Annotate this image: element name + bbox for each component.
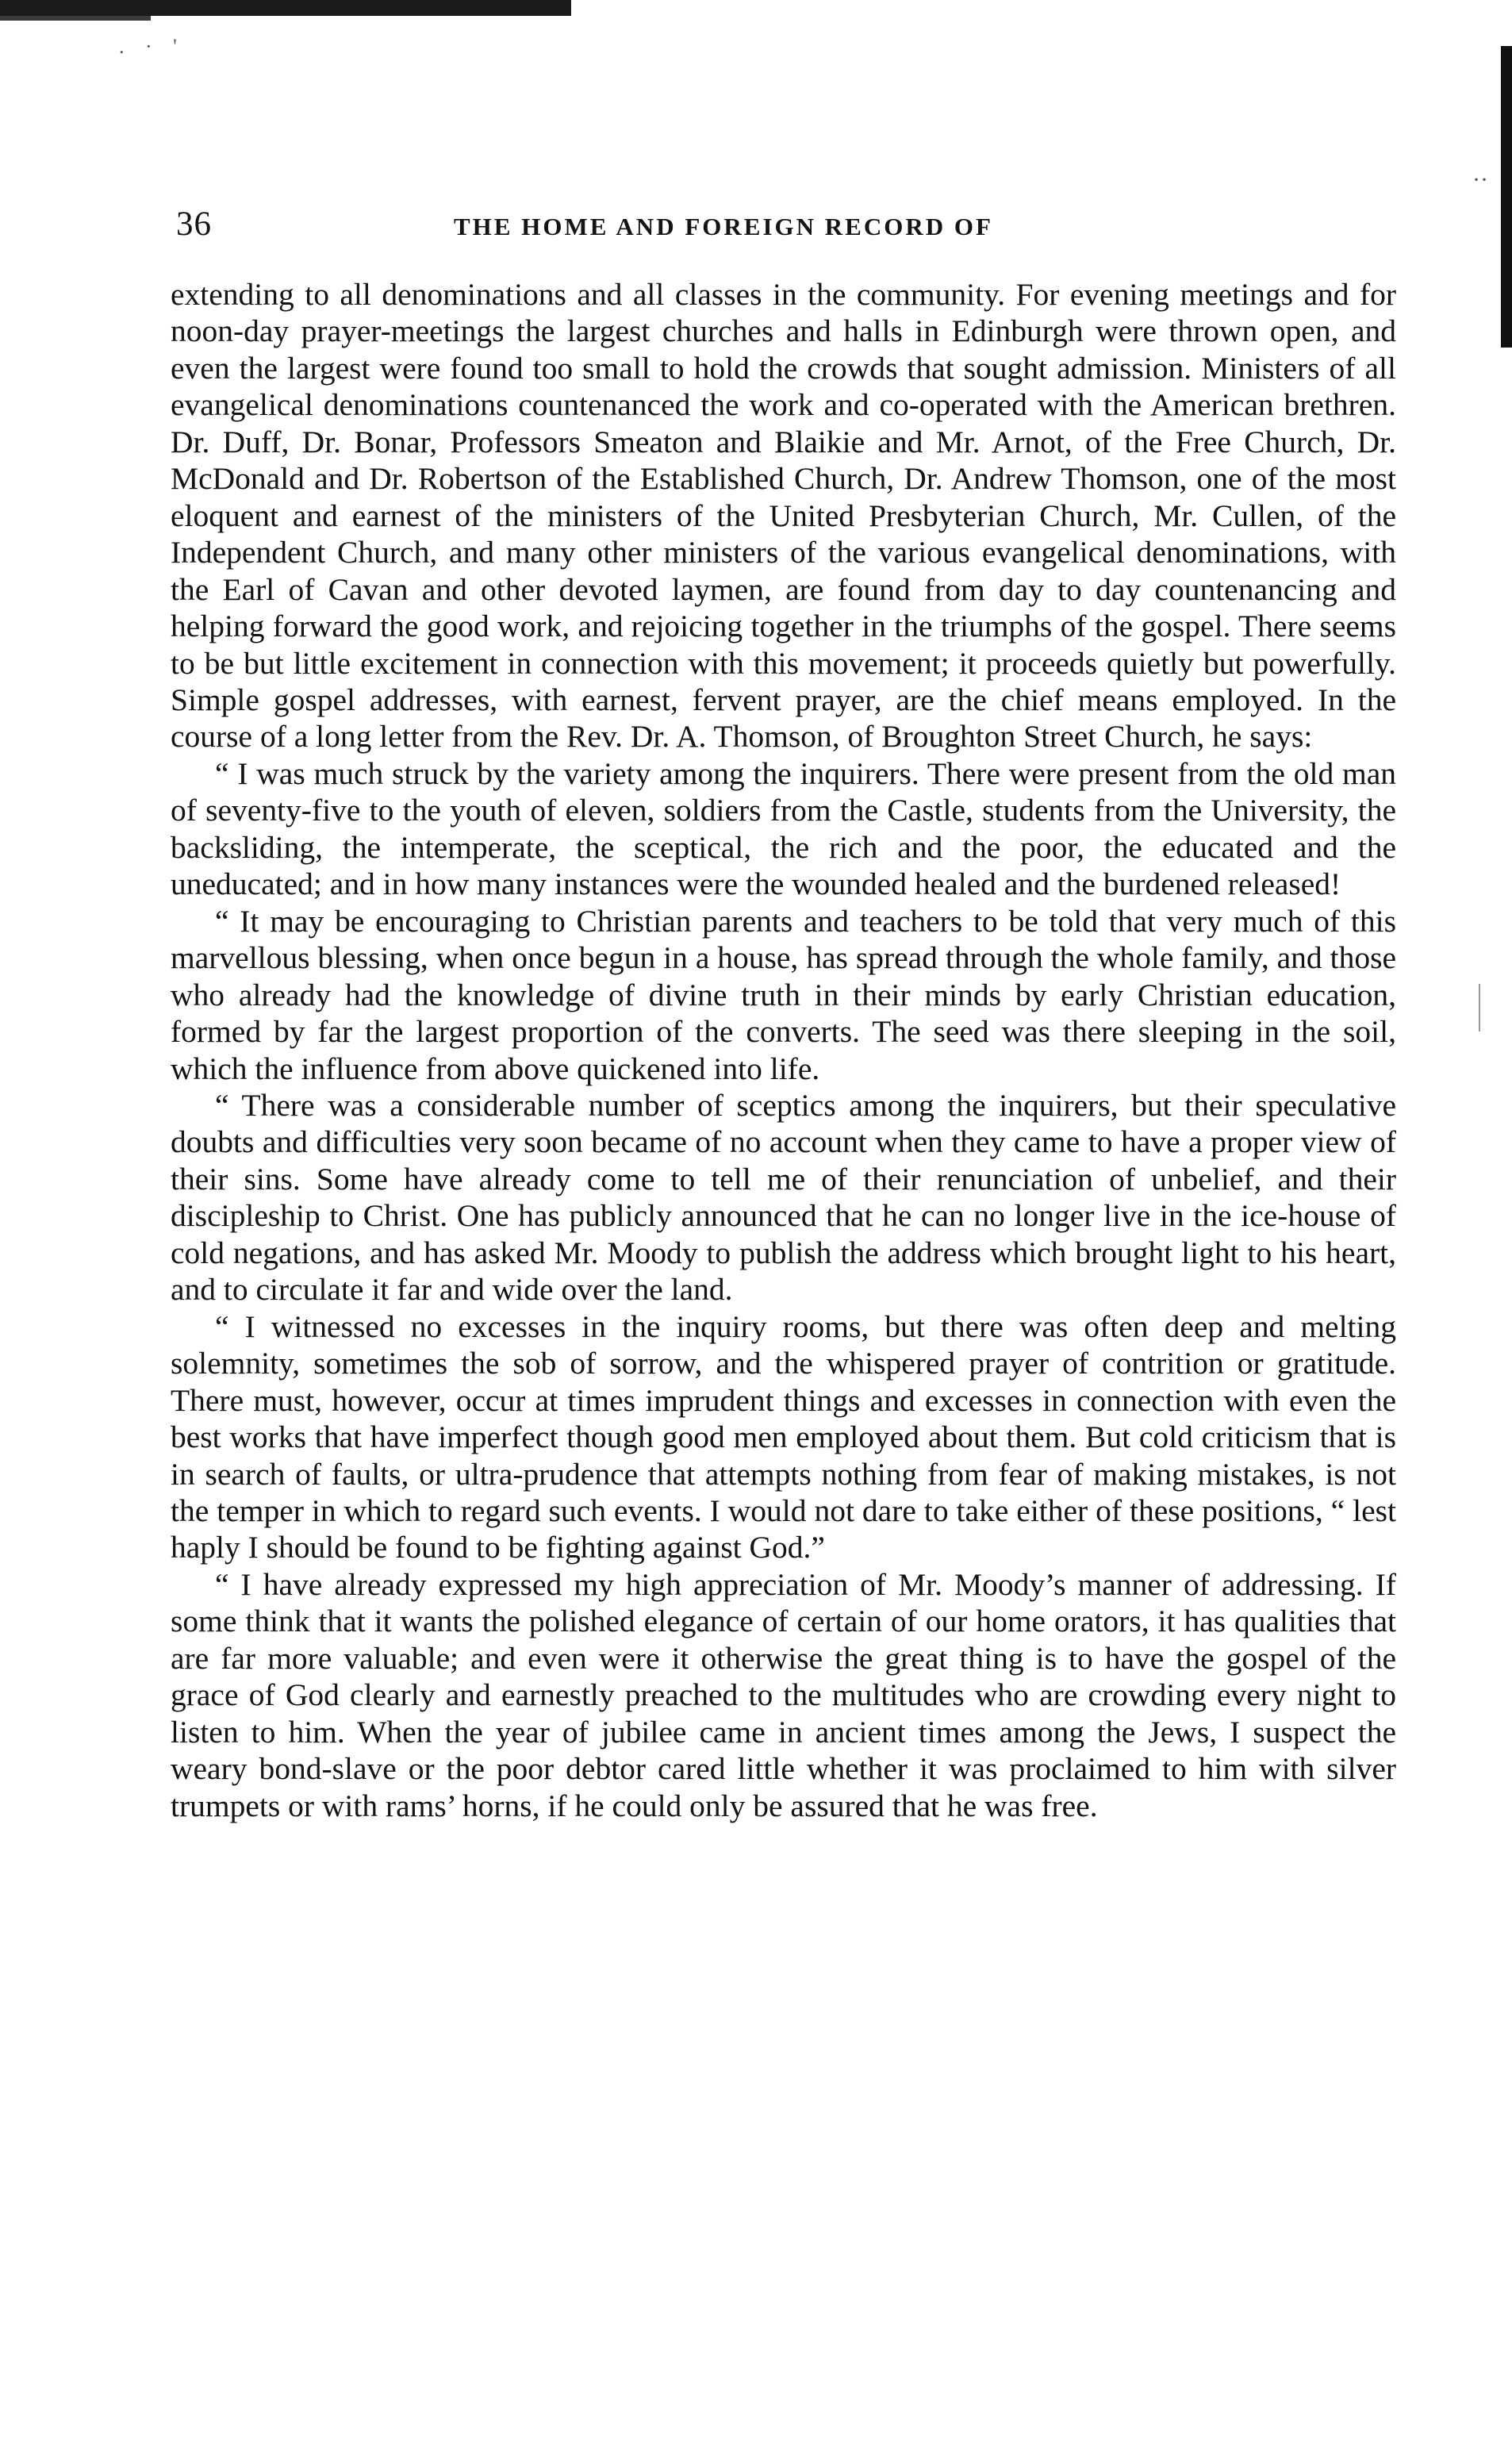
paragraph-6: “ I have already expressed my high appreciation of Mr. Moody’s manner of addressing. If some think that it wants the polished elegance of certain of our home orators, it has qualities that are far more valuable; and even were it otherwise the great thing is to have the gospel of the grace of God clearly and earnestly preached to the multitudes who are crowding every night to listen to him. When the year of jubilee came in ancient times among the Jews, I suspect the weary bond-slave or the poor debtor cared little whether it was proclaimed to him with silver trumpets or with rams’ horns, if he could only be assured that he was free. bbox=[171, 1566, 1396, 1823]
page-header bbox=[176, 205, 1395, 249]
right-scan-mark: ·· bbox=[1472, 167, 1488, 193]
running-title: THE HOME AND FOREIGN RECORD OF bbox=[454, 213, 993, 240]
top-scan-rule bbox=[0, 0, 571, 16]
scan-specks: . · ' bbox=[119, 35, 185, 58]
right-scan-edge bbox=[1501, 46, 1512, 348]
paragraph-4: “ There was a considerable number of sceptics among the inquirers, but their speculative doubts and difficulties very soon became of no account when they came to have a proper view of their sins. Some have already come to tell me of their renunciation of unbelief, and their discipleship to Christ. One has publicly announced that he can no longer live in the ice-house of cold negations, and has asked Mr. Moody to publish the address which brought light to his heart, and to circulate it far and wide over the land. bbox=[171, 1087, 1396, 1308]
paragraph-1: extending to all denominations and all classes in the community. For evening meetings and for noon-day prayer-meetings the largest churches and halls in Edinburgh were thrown open, and even the largest were found too small to hold the crowds that sought admission. Ministers of all evangelical denominations countenanced the work and co-operated with the American brethren. Dr. Duff, Dr. Bonar, Professors Smeaton and Blaikie and Mr. Arnot, of the Free Church, Dr. McDonald and Dr. Robertson of the Established Church, Dr. Andrew Thomson, one of the most eloquent and earnest of the ministers of the United Presbyterian Church, Mr. Cullen, of the Independent Church, and many other ministers of the various evangelical denominations, with the Earl of Cavan and other devoted laymen, are found from day to day countenancing and helping forward the good work, and rejoicing together in the triumphs of the gospel. There seems to be but little excitement in connection with this movement; it proceeds quietly but powerfully. Simple gospel addresses, with earnest, fervent prayer, are the chief means employed. In the course of a long letter from the Rev. Dr. A. Thomson, of Broughton Street Church, he says: bbox=[171, 277, 1396, 755]
article-body bbox=[171, 276, 1396, 1824]
paragraph-3: “ It may be encouraging to Christian parents and teachers to be told that very much of this marvellous blessing, when once begun in a house, has spread through the whole family, and those who already had the knowledge of divine truth in their minds by early Christian education, formed by far the largest proportion of the converts. The seed was there sleeping in the soil, which the influence from above quickened into life. bbox=[171, 903, 1396, 1086]
paragraph-2: “ I was much struck by the variety among the inquirers. There were present from the old man of seventy-five to the youth of eleven, soldiers from the Castle, students from the University, the backsliding, the intemperate, the sceptical, the rich and the poor, the educated and the uneducated; and in how many instances were the wounded healed and the burdened released! bbox=[171, 755, 1396, 902]
paragraph-5: “ I witnessed no excesses in the inquiry rooms, but there was often deep and melting solemnity, sometimes the sob of sorrow, and the whispered prayer of contrition or gratitude. There must, however, occur at times imprudent things and excesses in connection with even the best works that have imperfect though good men employed about them. But cold criticism that is in search of faults, or ultra-prudence that attempts nothing from fear of making mistakes, is not the temper in which to regard such events. I would not dare to take either of these positions, “ lest haply I should be found to be fighting against God.” bbox=[171, 1308, 1396, 1565]
right-scan-line bbox=[1479, 984, 1480, 1031]
page-number: 36 bbox=[176, 206, 212, 243]
